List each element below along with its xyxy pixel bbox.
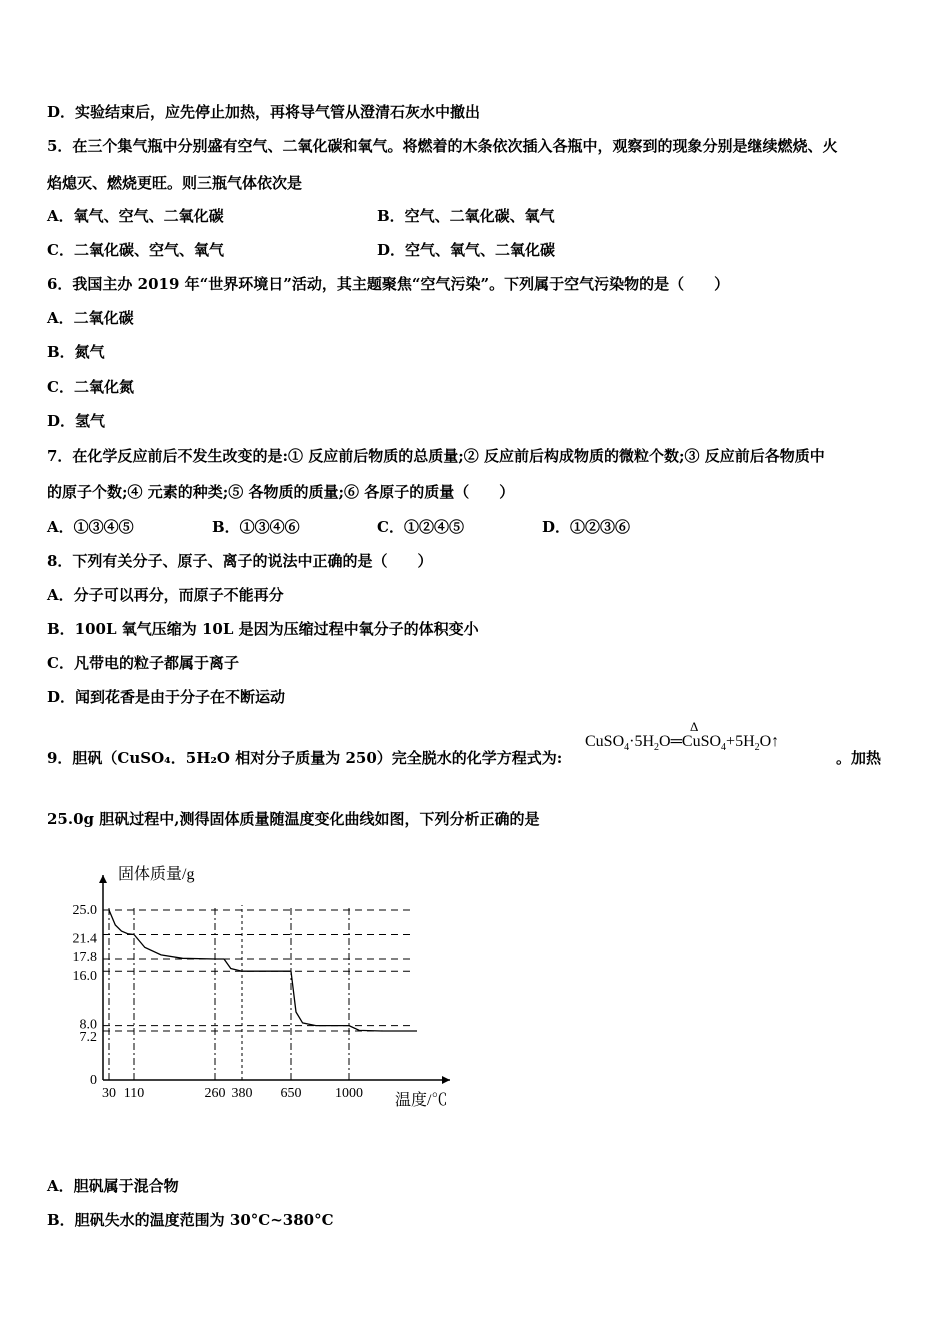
- y-tick-label: 7.2: [79, 1030, 97, 1046]
- x-tick-label: 380: [231, 1086, 253, 1101]
- curve-segment-0: [109, 910, 134, 935]
- y-tick-label: 0: [90, 1073, 97, 1088]
- y-axis-arrow: [99, 875, 107, 883]
- y-tick-label: 21.4: [72, 931, 97, 947]
- option-d-text: D．实验结束后，应先停止加热，再将导气管从澄清石灰水中撤出: [47, 103, 481, 121]
- q8-option-c: C．凡带电的粒子都属于离子: [47, 654, 239, 672]
- q7-option-a: A．①③④⑤: [47, 518, 134, 536]
- q5-option-b: B．空气、二氧化碳、氧气: [377, 207, 555, 225]
- curve-segment-3: [291, 971, 349, 1025]
- question-9-text-end: 。加热: [836, 749, 882, 767]
- question-8-text: 8．下列有关分子、原子、离子的说法中正确的是（ ）: [47, 552, 433, 570]
- x-axis-arrow: [442, 1076, 450, 1084]
- q5-option-c: C．二氧化碳、空气、氧气: [47, 241, 224, 259]
- q6-option-d: D．氢气: [47, 412, 106, 430]
- y-tick-label: 25.0: [72, 903, 97, 918]
- x-tick-label: 1000: [335, 1086, 363, 1101]
- chart-svg: [60, 855, 480, 1115]
- delta-symbol: Δ: [690, 719, 699, 734]
- curve-segment-1: [134, 935, 224, 960]
- q9-option-a: A．胆矾属于混合物: [47, 1177, 179, 1195]
- question-7-text: 7．在化学反应前后不发生改变的是:① 反应前后物质的总质量;② 反应前后构成物质的微粒个数;③ 反应前后各物质中: [47, 447, 825, 465]
- x-axis-label: 温度/℃: [395, 1092, 448, 1109]
- q8-option-a: A．分子可以再分，而原子不能再分: [47, 586, 284, 604]
- x-tick-label: 260: [204, 1086, 226, 1101]
- y-tick-label: 8.0: [79, 1017, 97, 1033]
- question-5-text-cont: 焰熄灭、燃烧更旺。则三瓶气体依次是: [47, 174, 303, 192]
- q6-option-c: C．二氧化氮: [47, 378, 134, 396]
- question-7-text-cont: 的原子个数;④ 元素的种类;⑤ 各物质的质量;⑥ 各原子的质量（ ）: [47, 483, 515, 501]
- y-axis-label: 固体质量/g: [118, 866, 195, 883]
- x-tick-label: 30: [102, 1086, 116, 1101]
- q6-option-a: A．二氧化碳: [47, 309, 134, 327]
- q5-option-a: A．氧气、空气、二氧化碳: [47, 207, 224, 225]
- curve-segment-2: [224, 959, 291, 971]
- curve-segment-4: [349, 1026, 417, 1031]
- mass-temperature-chart: [60, 855, 480, 1115]
- q7-option-b: B．①③④⑥: [212, 518, 300, 536]
- q6-option-b: B．氮气: [47, 343, 105, 361]
- q8-option-d: D．闻到花香是由于分子在不断运动: [47, 688, 286, 706]
- q9-option-b: B．胆矾失水的温度范围为 30°C~380°C: [47, 1211, 334, 1229]
- x-tick-label: 110: [123, 1086, 145, 1101]
- question-6-text: 6．我国主办 2019 年“世界环境日”活动，其主题聚焦“空气污染”。下列属于空气污染物的是（ ）: [47, 275, 730, 293]
- question-5-text: 5．在三个集气瓶中分别盛有空气、二氧化碳和氧气。将燃着的木条依次插入各瓶中，观察到的现象分别是继续燃烧、火: [47, 137, 838, 155]
- q7-option-d: D．①②③⑥: [542, 518, 631, 536]
- y-tick-label: 17.8: [72, 949, 97, 965]
- q8-option-b: B．100L 氧气压缩为 10L 是因为压缩过程中氧分子的体积变小: [47, 620, 479, 638]
- question-9-text-cont: 25.0g 胆矾过程中,测得固体质量随温度变化曲线如图，下列分析正确的是: [47, 810, 540, 828]
- y-tick-label: 16.0: [72, 969, 97, 985]
- question-9-text: 9．胆矾（CuSO₄．5H₂O 相对分子质量为 250）完全脱水的化学方程式为:: [47, 749, 563, 767]
- q7-option-c: C．①②④⑤: [377, 518, 464, 536]
- q5-option-d: D．空气、氧气、二氧化碳: [377, 241, 556, 259]
- chemical-equation: $CuSO_4\cdot 5H_2O$ Δ $═CuSO_4+5H_2O↑$: [585, 719, 780, 754]
- x-tick-label: 650: [280, 1086, 302, 1101]
